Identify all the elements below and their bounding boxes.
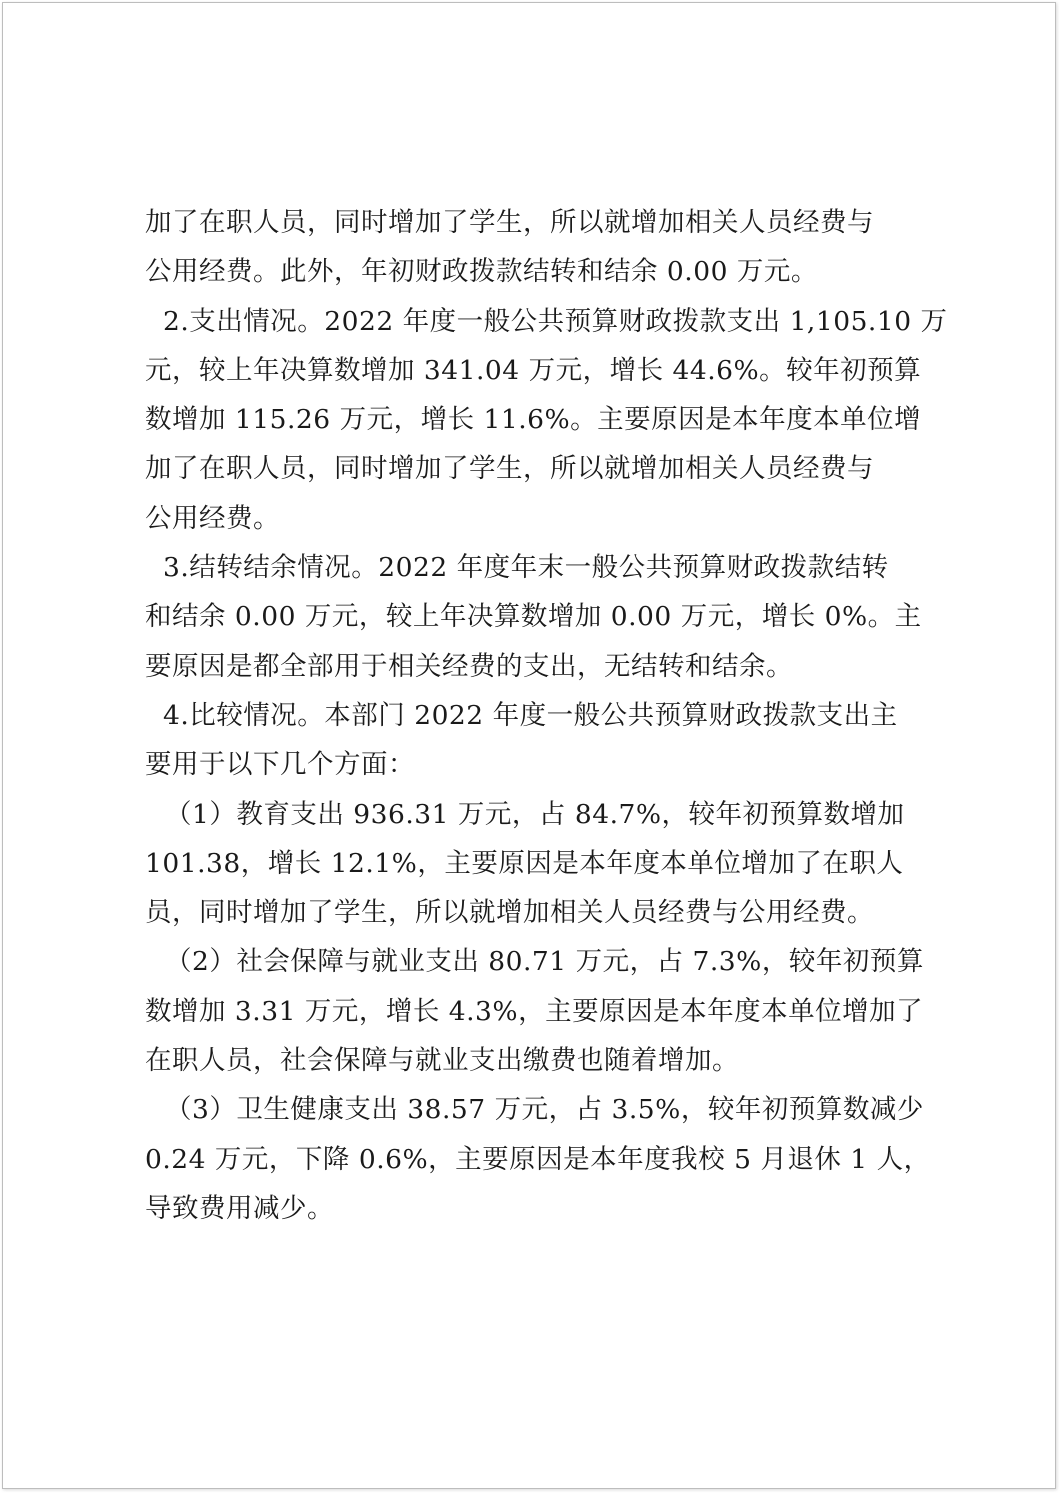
text-line: 要原因是都全部用于相关经费的支出，无结转和结余。 [145,650,793,682]
text-line: 加了在职人员，同时增加了学生，所以就增加相关人员经费与 [145,453,874,485]
text-line: 0.24 万元，下降 0.6%，主要原因是本年度我校 5 月退休 1 人， [145,1143,931,1175]
text-line: 导致费用减少。 [145,1192,334,1224]
section-heading-line: 3.结转结余情况。2022 年度年末一般公共预算财政拨款结转 [163,552,889,584]
text-line: 要用于以下几个方面： [145,749,415,781]
text-line: 在职人员，社会保障与就业支出缴费也随着增加。 [145,1045,739,1077]
document-body [145,198,948,1233]
list-item-line: （2）社会保障与就业支出 80.71 万元，占 7.3%，较年初预算 [165,946,924,978]
text-line: 数增加 3.31 万元，增长 4.3%，主要原因是本年度本单位增加了 [145,995,924,1027]
text-line: 公用经费。此外，年初财政拨款结转和结余 0.00 万元。 [145,256,818,288]
text-line: 元，较上年决算数增加 341.04 万元，增长 44.6%。较年初预算 [145,354,922,386]
section-heading-line: 4.比较情况。本部门 2022 年度一般公共预算财政拨款支出主 [163,699,898,731]
text-line: 员，同时增加了学生，所以就增加相关人员经费与公用经费。 [145,897,874,929]
text-line: 和结余 0.00 万元，较上年决算数增加 0.00 万元，增长 0%。主 [145,601,922,633]
text-line: 101.38，增长 12.1%，主要原因是本年度本单位增加了在职人 [145,847,904,879]
list-item-line: （3）卫生健康支出 38.57 万元，占 3.5%，较年初预算数减少 [165,1094,924,1126]
list-item-line: （1）教育支出 936.31 万元，占 84.7%，较年初预算数增加 [165,798,905,830]
section-heading-line: 2.支出情况。2022 年度一般公共预算财政拨款支出 1,105.10 万 [163,305,948,337]
text-line: 公用经费。 [145,502,280,534]
text-line: 加了在职人员，同时增加了学生，所以就增加相关人员经费与 [145,207,874,238]
document-page [2,2,1056,1489]
text-line: 数增加 115.26 万元，增长 11.6%。主要原因是本年度本单位增 [145,404,922,436]
